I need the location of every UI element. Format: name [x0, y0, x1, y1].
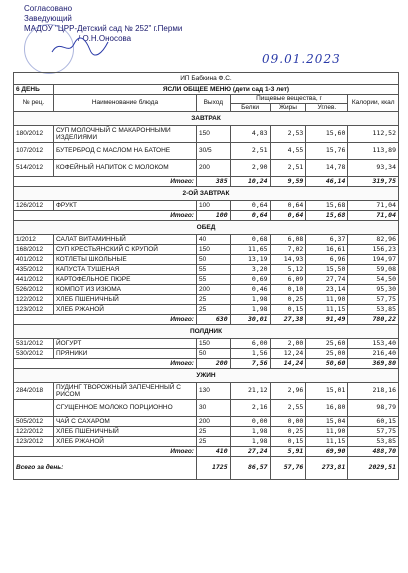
grand-total-output: 1725	[196, 457, 230, 480]
dish-name: КАПУСТА ТУШЕНАЯ	[53, 265, 196, 275]
protein-value: 0,68	[230, 235, 270, 245]
protein-value: 1,56	[230, 349, 270, 359]
dish-output: 200	[196, 285, 230, 295]
protein-value: 0,46	[230, 285, 270, 295]
grand-total-calories: 2029,51	[348, 457, 399, 480]
section-title: ЗАВТРАК	[14, 112, 399, 126]
calorie-value: 57,75	[348, 295, 399, 305]
menu-row	[14, 349, 399, 359]
dish-name: СГУЩЕННОЕ МОЛОКО ПОРЦИОННО	[53, 400, 196, 417]
total-calories: 780,22	[348, 315, 399, 325]
menu-row	[14, 285, 399, 295]
dish-output: 30	[196, 400, 230, 417]
section-header	[14, 112, 399, 126]
protein-value: 4,83	[230, 126, 270, 143]
col-carb-header: Углев.	[306, 103, 348, 112]
carb-value: 15,68	[306, 201, 348, 211]
section-header	[14, 221, 399, 235]
dish-name: САЛАТ ВИТАМИННЫЙ	[53, 235, 196, 245]
fat-value: 5,12	[270, 265, 306, 275]
recipe-number: 435/2012	[14, 265, 54, 275]
menu-row	[14, 339, 399, 349]
fat-value: 0,10	[270, 285, 306, 295]
recipe-number: 526/2012	[14, 285, 54, 295]
dish-output: 200	[196, 160, 230, 177]
recipe-number: 122/2012	[14, 295, 54, 305]
section-total-row	[14, 177, 399, 187]
col-output-header: Выход	[196, 95, 230, 112]
protein-value: 1,98	[230, 427, 270, 437]
protein-value: 11,65	[230, 245, 270, 255]
col-protein-header: Белки	[230, 103, 270, 112]
fat-value: 0,25	[270, 427, 306, 437]
dish-name: ПУДИНГ ТВОРОЖНЫЙ ЗАПЕЧЕННЫЙ С РИСОМ	[53, 383, 196, 400]
dish-output: 50	[196, 255, 230, 265]
protein-value: 2,16	[230, 400, 270, 417]
calorie-value: 54,50	[348, 275, 399, 285]
protein-value: 1,98	[230, 305, 270, 315]
protein-value: 2,90	[230, 160, 270, 177]
menu-row	[14, 255, 399, 265]
grand-total-protein: 86,57	[230, 457, 270, 480]
menu-row	[14, 383, 399, 400]
dish-name: СУП КРЕСТЬЯНСКИЙ С КРУПОЙ	[53, 245, 196, 255]
carb-value: 25,60	[306, 339, 348, 349]
col-dish-header: Наименование блюда	[53, 95, 196, 112]
dish-output: 200	[196, 417, 230, 427]
section-title: ПОЛДНИК	[14, 325, 399, 339]
recipe-number: 401/2012	[14, 255, 54, 265]
total-fat: 5,91	[270, 447, 306, 457]
calorie-value: 53,85	[348, 305, 399, 315]
protein-value: 6,00	[230, 339, 270, 349]
dish-output: 150	[196, 339, 230, 349]
protein-value: 0,64	[230, 201, 270, 211]
dish-name: ЙОГУРТ	[53, 339, 196, 349]
dish-output: 25	[196, 427, 230, 437]
approval-line-3: МАДОУ "ЦРР-Детский сад № 252" г.Перми	[24, 24, 183, 33]
total-calories: 369,80	[348, 359, 399, 369]
total-protein: 30,01	[230, 315, 270, 325]
total-calories: 319,75	[348, 177, 399, 187]
grand-total-label: Всего за день:	[14, 457, 197, 480]
menu-row	[14, 235, 399, 245]
protein-value: 1,98	[230, 295, 270, 305]
approval-line-2: Заведующий	[24, 14, 72, 23]
grand-total-row	[14, 457, 399, 480]
calorie-value: 98,79	[348, 400, 399, 417]
calorie-value: 218,16	[348, 383, 399, 400]
menu-title: ЯСЛИ ОБЩЕЕ МЕНЮ (дети сад 1-3 лет)	[53, 85, 398, 95]
protein-value: 13,19	[230, 255, 270, 265]
menu-row	[14, 437, 399, 447]
fat-value: 0,25	[270, 295, 306, 305]
dish-output: 130	[196, 383, 230, 400]
fat-value: 2,55	[270, 400, 306, 417]
total-carb: 50,60	[306, 359, 348, 369]
calorie-value: 57,75	[348, 427, 399, 437]
menu-row	[14, 417, 399, 427]
col-calories-header: Калории, ккал	[348, 95, 399, 112]
approval-line-4: / О.Н.Оносова	[78, 34, 132, 43]
carb-value: 25,00	[306, 349, 348, 359]
recipe-number: 126/2012	[14, 201, 54, 211]
signature-scribble	[50, 36, 110, 58]
menu-row	[14, 265, 399, 275]
total-carb: 15,68	[306, 211, 348, 221]
total-fat: 14,24	[270, 359, 306, 369]
col-nutrients-header: Пищевые вещества, г	[230, 95, 348, 104]
carb-value: 11,15	[306, 437, 348, 447]
calorie-value: 93,34	[348, 160, 399, 177]
dish-output: 30/5	[196, 143, 230, 160]
menu-row	[14, 201, 399, 211]
fat-value: 0,64	[270, 201, 306, 211]
recipe-number	[14, 400, 54, 417]
dish-output: 25	[196, 437, 230, 447]
total-fat: 9,59	[270, 177, 306, 187]
section-total-row	[14, 359, 399, 369]
total-protein: 27,24	[230, 447, 270, 457]
fat-value: 2,51	[270, 160, 306, 177]
carb-value: 15,04	[306, 417, 348, 427]
org-name: ИП Бабкина Ф.С.	[14, 73, 399, 85]
dish-name: КОТЛЕТЫ ШКОЛЬНЫЕ	[53, 255, 196, 265]
recipe-number: 122/2012	[14, 427, 54, 437]
total-output: 200	[196, 359, 230, 369]
dish-name: КОФЕЙНЫЙ НАПИТОК С МОЛОКОМ	[53, 160, 196, 177]
recipe-number: 284/2018	[14, 383, 54, 400]
total-output: 410	[196, 447, 230, 457]
dish-output: 150	[196, 126, 230, 143]
carb-value: 14,78	[306, 160, 348, 177]
dish-name: ХЛЕБ ПШЕНИЧНЫЙ	[53, 427, 196, 437]
grand-total-carb: 273,81	[306, 457, 348, 480]
menu-row	[14, 305, 399, 315]
total-protein: 7,56	[230, 359, 270, 369]
total-carb: 69,90	[306, 447, 348, 457]
total-output: 630	[196, 315, 230, 325]
recipe-number: 123/2012	[14, 305, 54, 315]
recipe-number: 1/2012	[14, 235, 54, 245]
section-header	[14, 325, 399, 339]
fat-value: 12,24	[270, 349, 306, 359]
section-total-row	[14, 447, 399, 457]
recipe-number: 441/2012	[14, 275, 54, 285]
dish-name: КАРТОФЕЛЬНОЕ ПЮРЕ	[53, 275, 196, 285]
fat-value: 14,93	[270, 255, 306, 265]
total-fat: 0,64	[270, 211, 306, 221]
section-title: ОБЕД	[14, 221, 399, 235]
carb-value: 16,80	[306, 400, 348, 417]
total-calories: 488,70	[348, 447, 399, 457]
recipe-number: 107/2012	[14, 143, 54, 160]
approval-line-1: Согласовано	[24, 4, 73, 13]
recipe-number: 180/2012	[14, 126, 54, 143]
menu-row	[14, 143, 399, 160]
fat-value: 0,15	[270, 437, 306, 447]
calorie-value: 194,97	[348, 255, 399, 265]
fat-value: 0,00	[270, 417, 306, 427]
section-title: УЖИН	[14, 369, 399, 383]
col-recipe-header: № рец.	[14, 95, 54, 112]
total-output: 385	[196, 177, 230, 187]
carb-value: 15,50	[306, 265, 348, 275]
carb-value: 23,14	[306, 285, 348, 295]
section-title: 2-ОЙ ЗАВТРАК	[14, 187, 399, 201]
calorie-value: 153,40	[348, 339, 399, 349]
calorie-value: 53,85	[348, 437, 399, 447]
fat-value: 7,02	[270, 245, 306, 255]
dish-output: 50	[196, 349, 230, 359]
dish-name: ХЛЕБ ПШЕНИЧНЫЙ	[53, 295, 196, 305]
calorie-value: 95,30	[348, 285, 399, 295]
carb-value: 6,96	[306, 255, 348, 265]
section-header	[14, 187, 399, 201]
calorie-value: 59,08	[348, 265, 399, 275]
recipe-number: 530/2012	[14, 349, 54, 359]
dish-name: СУП МОЛОЧНЫЙ С МАКАРОННЫМИ ИЗДЕЛИЯМИ	[53, 126, 196, 143]
menu-table	[13, 72, 399, 480]
carb-value: 6,37	[306, 235, 348, 245]
fat-value: 6,09	[270, 275, 306, 285]
total-label: Итого:	[14, 211, 197, 221]
grand-total-fat: 57,76	[270, 457, 306, 480]
dish-name: ХЛЕБ РЖАНОЙ	[53, 437, 196, 447]
menu-row	[14, 126, 399, 143]
total-output: 100	[196, 211, 230, 221]
dish-name: БУТЕРБРОД С МАСЛОМ НА БАТОНЕ	[53, 143, 196, 160]
recipe-number: 123/2012	[14, 437, 54, 447]
fat-value: 0,15	[270, 305, 306, 315]
carb-value: 15,76	[306, 143, 348, 160]
protein-value: 0,00	[230, 417, 270, 427]
total-protein: 10,24	[230, 177, 270, 187]
protein-value: 1,98	[230, 437, 270, 447]
calorie-value: 113,89	[348, 143, 399, 160]
recipe-number: 168/2012	[14, 245, 54, 255]
fat-value: 2,96	[270, 383, 306, 400]
dish-output: 25	[196, 295, 230, 305]
menu-row	[14, 295, 399, 305]
calorie-value: 156,23	[348, 245, 399, 255]
total-fat: 27,38	[270, 315, 306, 325]
menu-row	[14, 160, 399, 177]
calorie-value: 60,15	[348, 417, 399, 427]
dish-name: КОМПОТ ИЗ ИЗЮМА	[53, 285, 196, 295]
dish-output: 100	[196, 201, 230, 211]
dish-name: ФРУКТ	[53, 201, 196, 211]
protein-value: 3,20	[230, 265, 270, 275]
fat-value: 2,53	[270, 126, 306, 143]
recipe-number: 531/2012	[14, 339, 54, 349]
total-label: Итого:	[14, 447, 197, 457]
carb-value: 15,60	[306, 126, 348, 143]
dish-name: ЧАЙ С САХАРОМ	[53, 417, 196, 427]
section-header	[14, 369, 399, 383]
section-total-row	[14, 315, 399, 325]
carb-value: 16,61	[306, 245, 348, 255]
section-total-row	[14, 211, 399, 221]
menu-row	[14, 245, 399, 255]
recipe-number: 505/2012	[14, 417, 54, 427]
carb-value: 11,90	[306, 427, 348, 437]
protein-value: 0,69	[230, 275, 270, 285]
fat-value: 6,08	[270, 235, 306, 245]
dish-output: 55	[196, 275, 230, 285]
total-carb: 46,14	[306, 177, 348, 187]
menu-row	[14, 400, 399, 417]
carb-value: 11,15	[306, 305, 348, 315]
fat-value: 4,55	[270, 143, 306, 160]
protein-value: 21,12	[230, 383, 270, 400]
dish-output: 150	[196, 245, 230, 255]
dish-name: ПРЯНИКИ	[53, 349, 196, 359]
menu-row	[14, 427, 399, 437]
total-label: Итого:	[14, 359, 197, 369]
recipe-number: 514/2012	[14, 160, 54, 177]
carb-value: 15,01	[306, 383, 348, 400]
protein-value: 2,51	[230, 143, 270, 160]
dish-output: 40	[196, 235, 230, 245]
menu-row	[14, 275, 399, 285]
dish-name: ХЛЕБ РЖАНОЙ	[53, 305, 196, 315]
total-carb: 91,49	[306, 315, 348, 325]
approval-block	[24, 4, 404, 62]
fat-value: 2,00	[270, 339, 306, 349]
carb-value: 27,74	[306, 275, 348, 285]
calorie-value: 216,40	[348, 349, 399, 359]
calorie-value: 82,96	[348, 235, 399, 245]
total-label: Итого:	[14, 177, 197, 187]
dish-output: 25	[196, 305, 230, 315]
total-protein: 0,64	[230, 211, 270, 221]
carb-value: 11,90	[306, 295, 348, 305]
total-calories: 71,04	[348, 211, 399, 221]
total-label: Итого:	[14, 315, 197, 325]
handwritten-date: 09.01.2023	[262, 52, 341, 66]
col-fat-header: Жиры	[270, 103, 306, 112]
day-label: 6 ДЕНЬ	[14, 85, 54, 95]
dish-output: 55	[196, 265, 230, 275]
calorie-value: 71,04	[348, 201, 399, 211]
calorie-value: 112,52	[348, 126, 399, 143]
